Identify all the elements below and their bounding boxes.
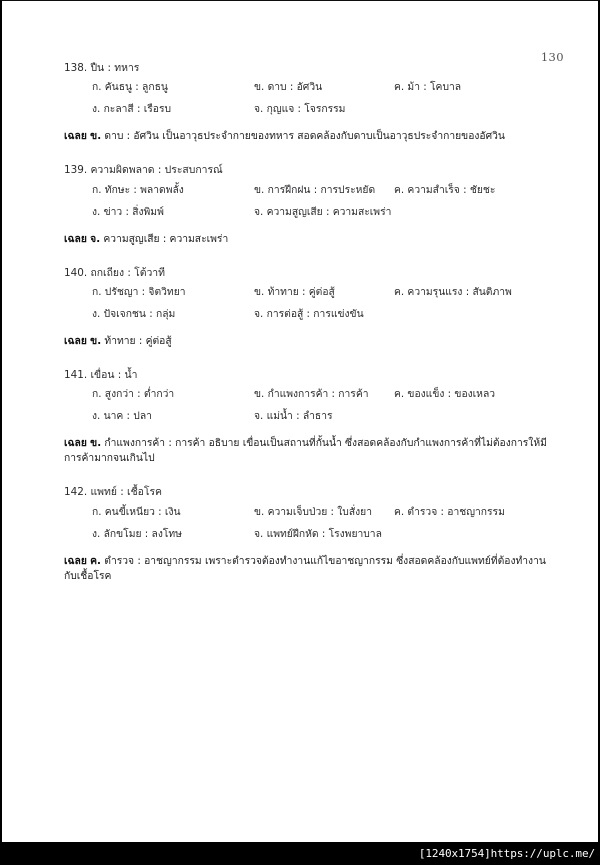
answer-line xyxy=(64,436,550,466)
option-d[interactable]: ง. นาค : ปลา xyxy=(92,410,152,423)
question-stem: 141. เขื่อน : น้ำ xyxy=(64,368,138,381)
option-e[interactable]: จ. แพทย์ฝึกหัด : โรงพยาบาล xyxy=(254,527,382,540)
page-sheet xyxy=(2,1,598,842)
option-c[interactable]: ค. ความสำเร็จ : ชัยชะ xyxy=(394,183,496,196)
answer-explanation: ตำรวจ : อาชญากรรม เพราะตำรวจต้องทำงานแก้ไขอาชญากรรม ซึ่งสอดคล้องกับแพทย์ที่ต้องทำงานกับเชื้อโรค xyxy=(64,554,546,582)
option-row xyxy=(64,82,550,104)
question-stem: 139. ความผิดพลาด : ประสบการณ์ xyxy=(64,164,223,177)
option-row xyxy=(64,104,550,126)
section-gap xyxy=(64,144,550,165)
option-b[interactable]: ข. ดาบ : อัศวิน xyxy=(254,81,323,94)
section-gap xyxy=(64,247,550,268)
option-c[interactable]: ค. ความรุนแรง : สันติภาพ xyxy=(394,286,512,299)
option-b[interactable]: ข. ความเจ็บป่วย : ใบสั่งยา xyxy=(254,505,372,518)
question-block xyxy=(64,268,550,349)
option-d[interactable]: ง. ข่าว : สิ่งพิมพ์ xyxy=(92,205,164,218)
answer-line xyxy=(64,554,550,584)
option-d[interactable]: ง. ลักขโมย : ลงโทษ xyxy=(92,527,182,540)
option-a[interactable]: ก. ทักษะ : พลาดพลั้ง xyxy=(92,183,184,196)
question-block xyxy=(64,165,550,246)
section-gap xyxy=(64,466,550,487)
option-d[interactable]: ง. ปัจเจกชน : กลุ่ม xyxy=(92,308,176,321)
option-row xyxy=(64,309,550,331)
question-block xyxy=(64,63,550,144)
option-b[interactable]: ข. กำแพงการค้า : การค้า xyxy=(254,388,369,401)
answer-choice: ข. xyxy=(90,130,102,143)
option-c[interactable]: ค. ของแข็ง : ของเหลว xyxy=(394,388,496,401)
question-stem: 138. ปืน : ทหาร xyxy=(64,62,140,74)
answer-label: เฉลย xyxy=(64,554,87,567)
answer-choice: ข. xyxy=(90,437,102,450)
option-e[interactable]: จ. กุญแจ : โจรกรรม xyxy=(254,103,346,116)
option-e[interactable]: จ. การต่อสู้ : การแข่งขัน xyxy=(254,308,364,321)
answer-explanation: ท้าทาย : คู่ต่อสู้ xyxy=(104,335,172,348)
answer-explanation: ความสูญเสีย : ความสะเพร่า xyxy=(103,232,229,245)
section-gap xyxy=(64,349,550,370)
option-e[interactable]: จ. แม่น้ำ : ลำธาร xyxy=(254,410,333,423)
question-list xyxy=(64,63,550,583)
option-row xyxy=(64,507,550,529)
answer-label: เฉลย xyxy=(64,335,87,348)
answer-explanation: ดาบ : อัศวิน เป็นอาวุธประจำกายของทหาร สอดคล้องกับดาบเป็นอาวุธประจำกายของอัศวิน xyxy=(104,130,505,143)
option-c[interactable]: ค. ตำรวจ : อาชญากรรม xyxy=(394,505,505,518)
watermark-text[interactable]: [1240x1754]https://uplc.me/ xyxy=(418,847,595,860)
question-stem: 142. แพทย์ : เชื้อโรค xyxy=(64,486,162,499)
option-b[interactable]: ข. ท้าทาย : คู่ต่อสู้ xyxy=(254,286,335,299)
page-number: 130 xyxy=(540,50,564,64)
answer-choice: จ. xyxy=(90,232,101,245)
answer-line xyxy=(64,129,550,144)
option-row xyxy=(64,389,550,411)
option-row xyxy=(64,185,550,207)
option-c[interactable]: ค. ม้า : โคบาล xyxy=(394,81,462,94)
option-row xyxy=(64,529,550,551)
answer-label: เฉลย xyxy=(64,130,87,143)
option-a[interactable]: ก. สูงกว่า : ต่ำกว่า xyxy=(92,388,175,401)
option-a[interactable]: ก. ปรัชญา : จิตวิทยา xyxy=(92,286,186,299)
option-a[interactable]: ก. คนขี้เหนียว : เงิน xyxy=(92,505,181,518)
answer-label: เฉลย xyxy=(64,232,87,245)
watermark-bar xyxy=(2,842,598,865)
option-d[interactable]: ง. กะลาสี : เรือรบ xyxy=(92,103,172,116)
question-block xyxy=(64,370,550,466)
option-row xyxy=(64,411,550,433)
answer-label: เฉลย xyxy=(64,437,87,450)
option-e[interactable]: จ. ความสูญเสีย : ความสะเพร่า xyxy=(254,205,392,218)
answer-choice: ค. xyxy=(90,554,101,567)
answer-explanation: กำแพงการค้า : การค้า อธิบาย เขื่อนเป็นสถานที่กั้นน้ำ ซึ่งสอดคล้องกับกำแพงการค้าที่ไม่ต้องการให้มีการค้ามากจนเกินไป xyxy=(64,437,547,465)
option-a[interactable]: ก. คันธนู : ลูกธนู xyxy=(92,81,168,94)
answer-choice: ข. xyxy=(90,335,102,348)
answer-line xyxy=(64,334,550,349)
option-row xyxy=(64,207,550,229)
option-row xyxy=(64,287,550,309)
question-stem: 140. ถกเถียง : โต้วาที xyxy=(64,266,165,279)
answer-line xyxy=(64,232,550,247)
option-b[interactable]: ข. การฝึกฝน : การประหยัด xyxy=(254,183,376,196)
question-block xyxy=(64,487,550,583)
